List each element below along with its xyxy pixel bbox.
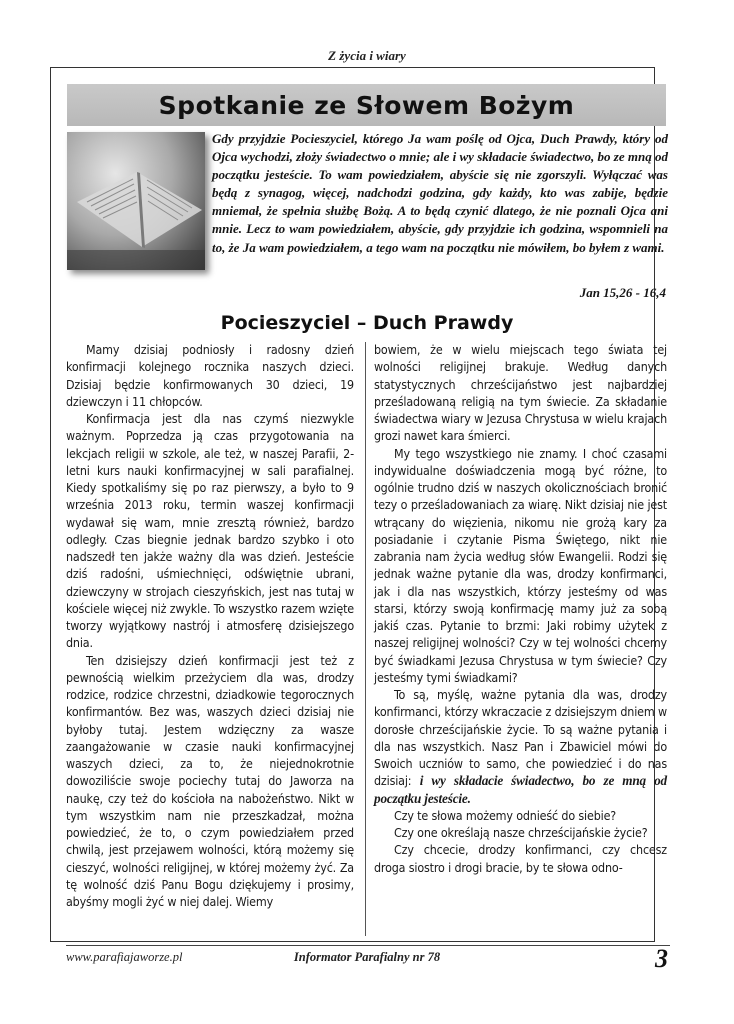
article-paragraph: Czy one określają nasze chrześcijańskie życie? [394, 825, 648, 840]
open-book-icon [67, 132, 205, 270]
scripture-quote: Gdy przyjdzie Pocieszyciel, którego Ja wam poślę od Ojca, Duch Prawdy, który od Ojca wychodzi, złoży świadectwo o mnie; ale i wy składacie świadectwo, bo ze mną od początku jesteście. To wam powiedziałem, abyście się nie zgorszyli. Wyłączać was będą z synagog, więcej, nadchodzi godzina, gdy każdy, kto was zabije, będzie mniemał, że spełnia służbę Bożą. A to będą czynić dlatego, że nie poznali Ojca ani mnie. Lecz to wam powiedziałem, abyście, gdy przyjdzie ich godzina, wspomnieli na to, że Ja wam powiedziałem, a tego wam na początku nie mówiłem, bo byłem z wami. [212, 131, 668, 255]
article-paragraph: Ten dzisiejszy dzień konfirmacji jest też z pewnością wielkim przeżyciem dla was, drodzy rodzice, rodzice chrzestni, dziadkowie tegorocznych konfirmantów. Bez was, waszych dzieci dzisiaj nie byłoby tutaj. Jestem wdzięczny za wasze zaangażowanie w czasie nauki konfirmacyjnej waszych dzieci, za to, że niejednokrotnie dowoziliście swoje pociechy tutaj do Jaworza na naukę, czy też do kościoła na nabożeństwo. Nikt w tym wszystkim nam nie przeszkadzał, można powiedzieć, że to, o czym powiedziałem przed chwilą, jest przejawem wolności, którą możemy się cieszyć, wolności religijnej, w której możemy żyć. Za tę wolność dziś Panu Bogu dziękujemy i prosimy, abyśmy mogli żyć w niej dalej. Wiemy [66, 652, 354, 909]
scripture-reference: Jan 15,26 - 16,4 [579, 285, 666, 300]
section-label: Z życia i wiary [328, 48, 406, 63]
article-paragraph: Czy chcecie, drodzy konfirmanci, czy chcesz droga siostro i drogi bracie, by te słowa odno- [374, 842, 667, 875]
article-paragraph: Czy te słowa możemy odnieść do siebie? [394, 807, 617, 823]
bible-photo [67, 132, 205, 270]
banner-title: Spotkanie ze Słowem Bożym [67, 84, 666, 126]
page-number: 3 [655, 944, 668, 973]
article-paragraph: My tego wszystkiego nie znamy. I choć czasami indywidualne doświadczenia mogą być różne, to ogólnie trudno dziś w naszych okolicznościach bronić tezy o prześladowaniach za wiarę. Nikt dzisiaj nie jest wtrącany do więzienia, nikomu nie grożą kary za posiadanie i czytanie Pisma Świętego, nikt nie zabrania nam życia według słów Ewangelii. Rodzi się jednak ważne pytanie dla was, drodzy konfirmanci, jak i dla nas wszystkich, którzy jesteśmy od was starsi, którzy swoją konfirmację mamy już za sobą jakiś czas. Pytanie to brzmi: Jaki robimy użytek z naszej religijnej wolności? Czy w tej wolności chcemy być świadkami Jezusa Chrystusa w tym świecie? Czy jesteśmy tymi świadkami? [374, 445, 667, 685]
column-divider [365, 342, 366, 936]
emphasized-quote: i wy składacie świadectwo, bo ze mną od początku jesteście. [374, 773, 668, 806]
footer-rule [66, 945, 670, 946]
footer-website[interactable]: www.parafiajaworze.pl [66, 950, 183, 964]
footer-publication: Informator Parafialny nr 78 [293, 950, 441, 964]
paragraph-text: To są, myślę, ważne pytania dla was, drodzy konfirmanci, którzy wkraczacie z dzisiejszym dniem w dorosłe chrześcijańskie życie. To są ważne pytania i dla nas wszystkich. Nasz Pan i Zbawiciel mówi do Swoich uczniów to samo, che powiedzieć i do nas dzisiaj: [374, 687, 667, 789]
article-paragraph: bowiem, że w wielu miejscach tego świata tej wolności religijnej brakuje. Według danych statystycznych chrześcijaństwo jest najbardziej prześladowaną religią na tym świecie. Za składanie świadectwa wiary w Jezusa Chrystusa w wielu krajach grozi nawet kara śmierci. [374, 342, 667, 444]
article-column-left [66, 341, 354, 910]
article-paragraph: Konfirmacja jest dla nas czymś niezwykle ważnym. Poprzedza ją czas przygotowania na lekcjach religii w szkole, ale też, w naszej Parafii, 2-letni kurs nauki konfirmacyjnej w sali parafialnej. Kiedy spotkaliśmy się po raz pierwszy, a było to 9 września 2013 roku, termin waszej konfirmacji wydawał się wam, mnie zresztą również, bardzo odległy. Czas biegnie jednak bardzo szybko i oto nadszedł ten jakże ważny dla was dzień. Jesteście dziś radośni, uśmiechnięci, odświętnie ubrani, dziewczyny w strojach cieszyńskich, jest nas tutaj w kościele więcej niż zwykle. To wszystko razem wzięte tworzy wyjątkowy nastrój i atmosferę dzisiejszego dnia. [66, 411, 354, 651]
article-title: Pocieszyciel – Duch Prawdy [220, 312, 514, 334]
article-paragraph [374, 686, 667, 807]
article-paragraph: Mamy dzisiaj podniosły i radosny dzień konfirmacji kolejnego rocznika naszych dzieci. Dzisiaj będzie konfirmowanych 30 dzieci, 19 dziewczyn i 11 chłopców. [66, 342, 354, 409]
article-column-right [374, 341, 667, 876]
